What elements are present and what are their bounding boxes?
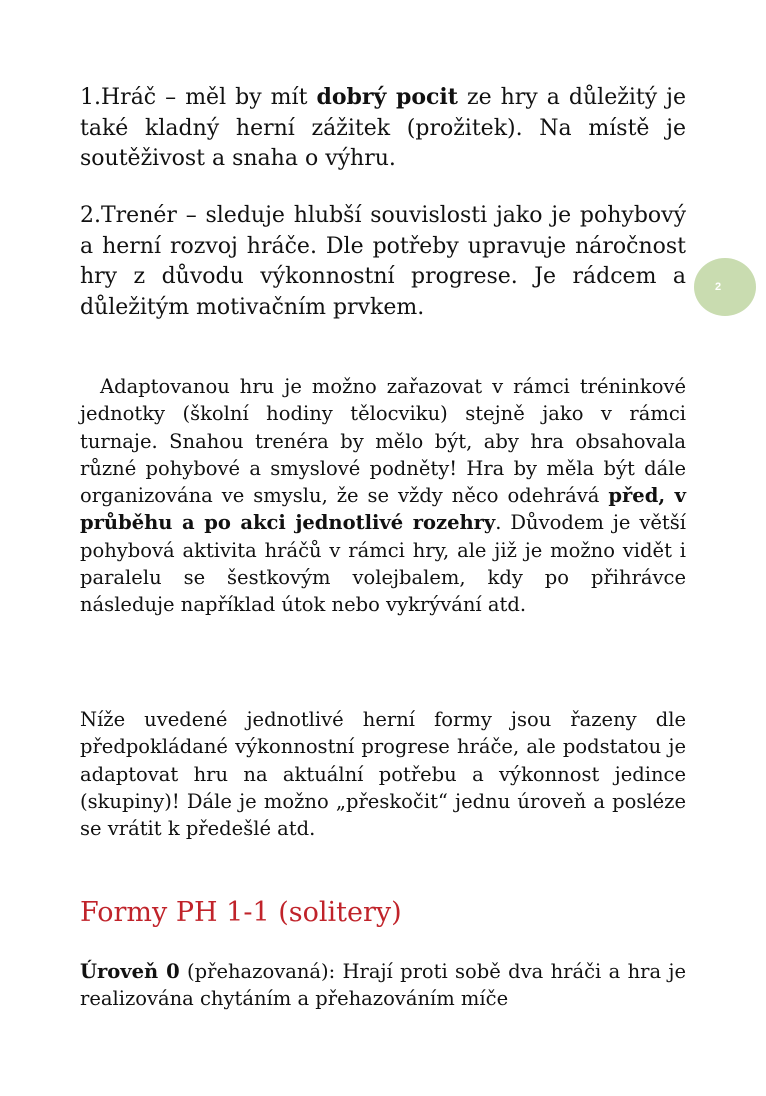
bold-text: Úroveň 0	[80, 960, 180, 983]
paragraph-coach-role: 2.Trenér – sleduje hlubší souvislosti jako je pohybový a herní rozvoj hráče. Dle potřeby upravuje náročnost hry z důvodu výkonnostní progrese. Je rádcem a důležitým motivačním prvkem.	[80, 203, 686, 320]
bold-text: před, v průběhu a po akci jednotlivé rozehry	[80, 484, 686, 535]
page-number-badge	[694, 258, 756, 316]
text-run: 1.Hráč – měl by mít	[80, 85, 317, 110]
paragraph-game-forms: Níže uvedené jednotlivé herní formy jsou řazeny dle předpokládané výkonnostní progrese hráče, ale podstatou je adaptovat hru na aktuální potřebu a výkonnost jedince (skupiny)! Dále je možno „přeskočit“ jednu úroveň a posléze se vrátit k předešlé atd.	[80, 708, 686, 841]
paragraph-level-zero	[80, 958, 686, 1013]
section-heading: Formy PH 1-1 (solitery)	[80, 897, 402, 928]
text-run: Adaptovanou hru je možno zařazovat v rámci tréninkové jednotky (školní hodiny tělocviku) stejně jako v rámci turnaje. Snahou trenéra by mělo být, aby hra obsahovala různé pohybové a smyslové podněty! Hra by měla být dále organizována ve smyslu, že se vždy něco odehrává	[80, 375, 686, 508]
text-run: ze hry a důležitý je také kladný herní zážitek (prožitek). Na místě je soutěživost a snaha o výhru.	[80, 85, 686, 171]
text-run: (přehazovaná): Hrají proti sobě dva hráči a hra je realizována chytáním a přehazováním míče	[80, 960, 686, 1011]
paragraph-adapted-game	[80, 373, 686, 619]
bold-text: dobrý pocit	[316, 84, 458, 110]
page-number: 2	[714, 281, 722, 293]
paragraph-player-role	[80, 82, 686, 175]
text-run: . Důvodem je větší pohybová aktivita hráčů v rámci hry, ale již je možno vidět i paralelu se šestkovým volejbalem, kdy po přihrávce následuje například útok nebo vykrývání atd.	[80, 511, 686, 617]
